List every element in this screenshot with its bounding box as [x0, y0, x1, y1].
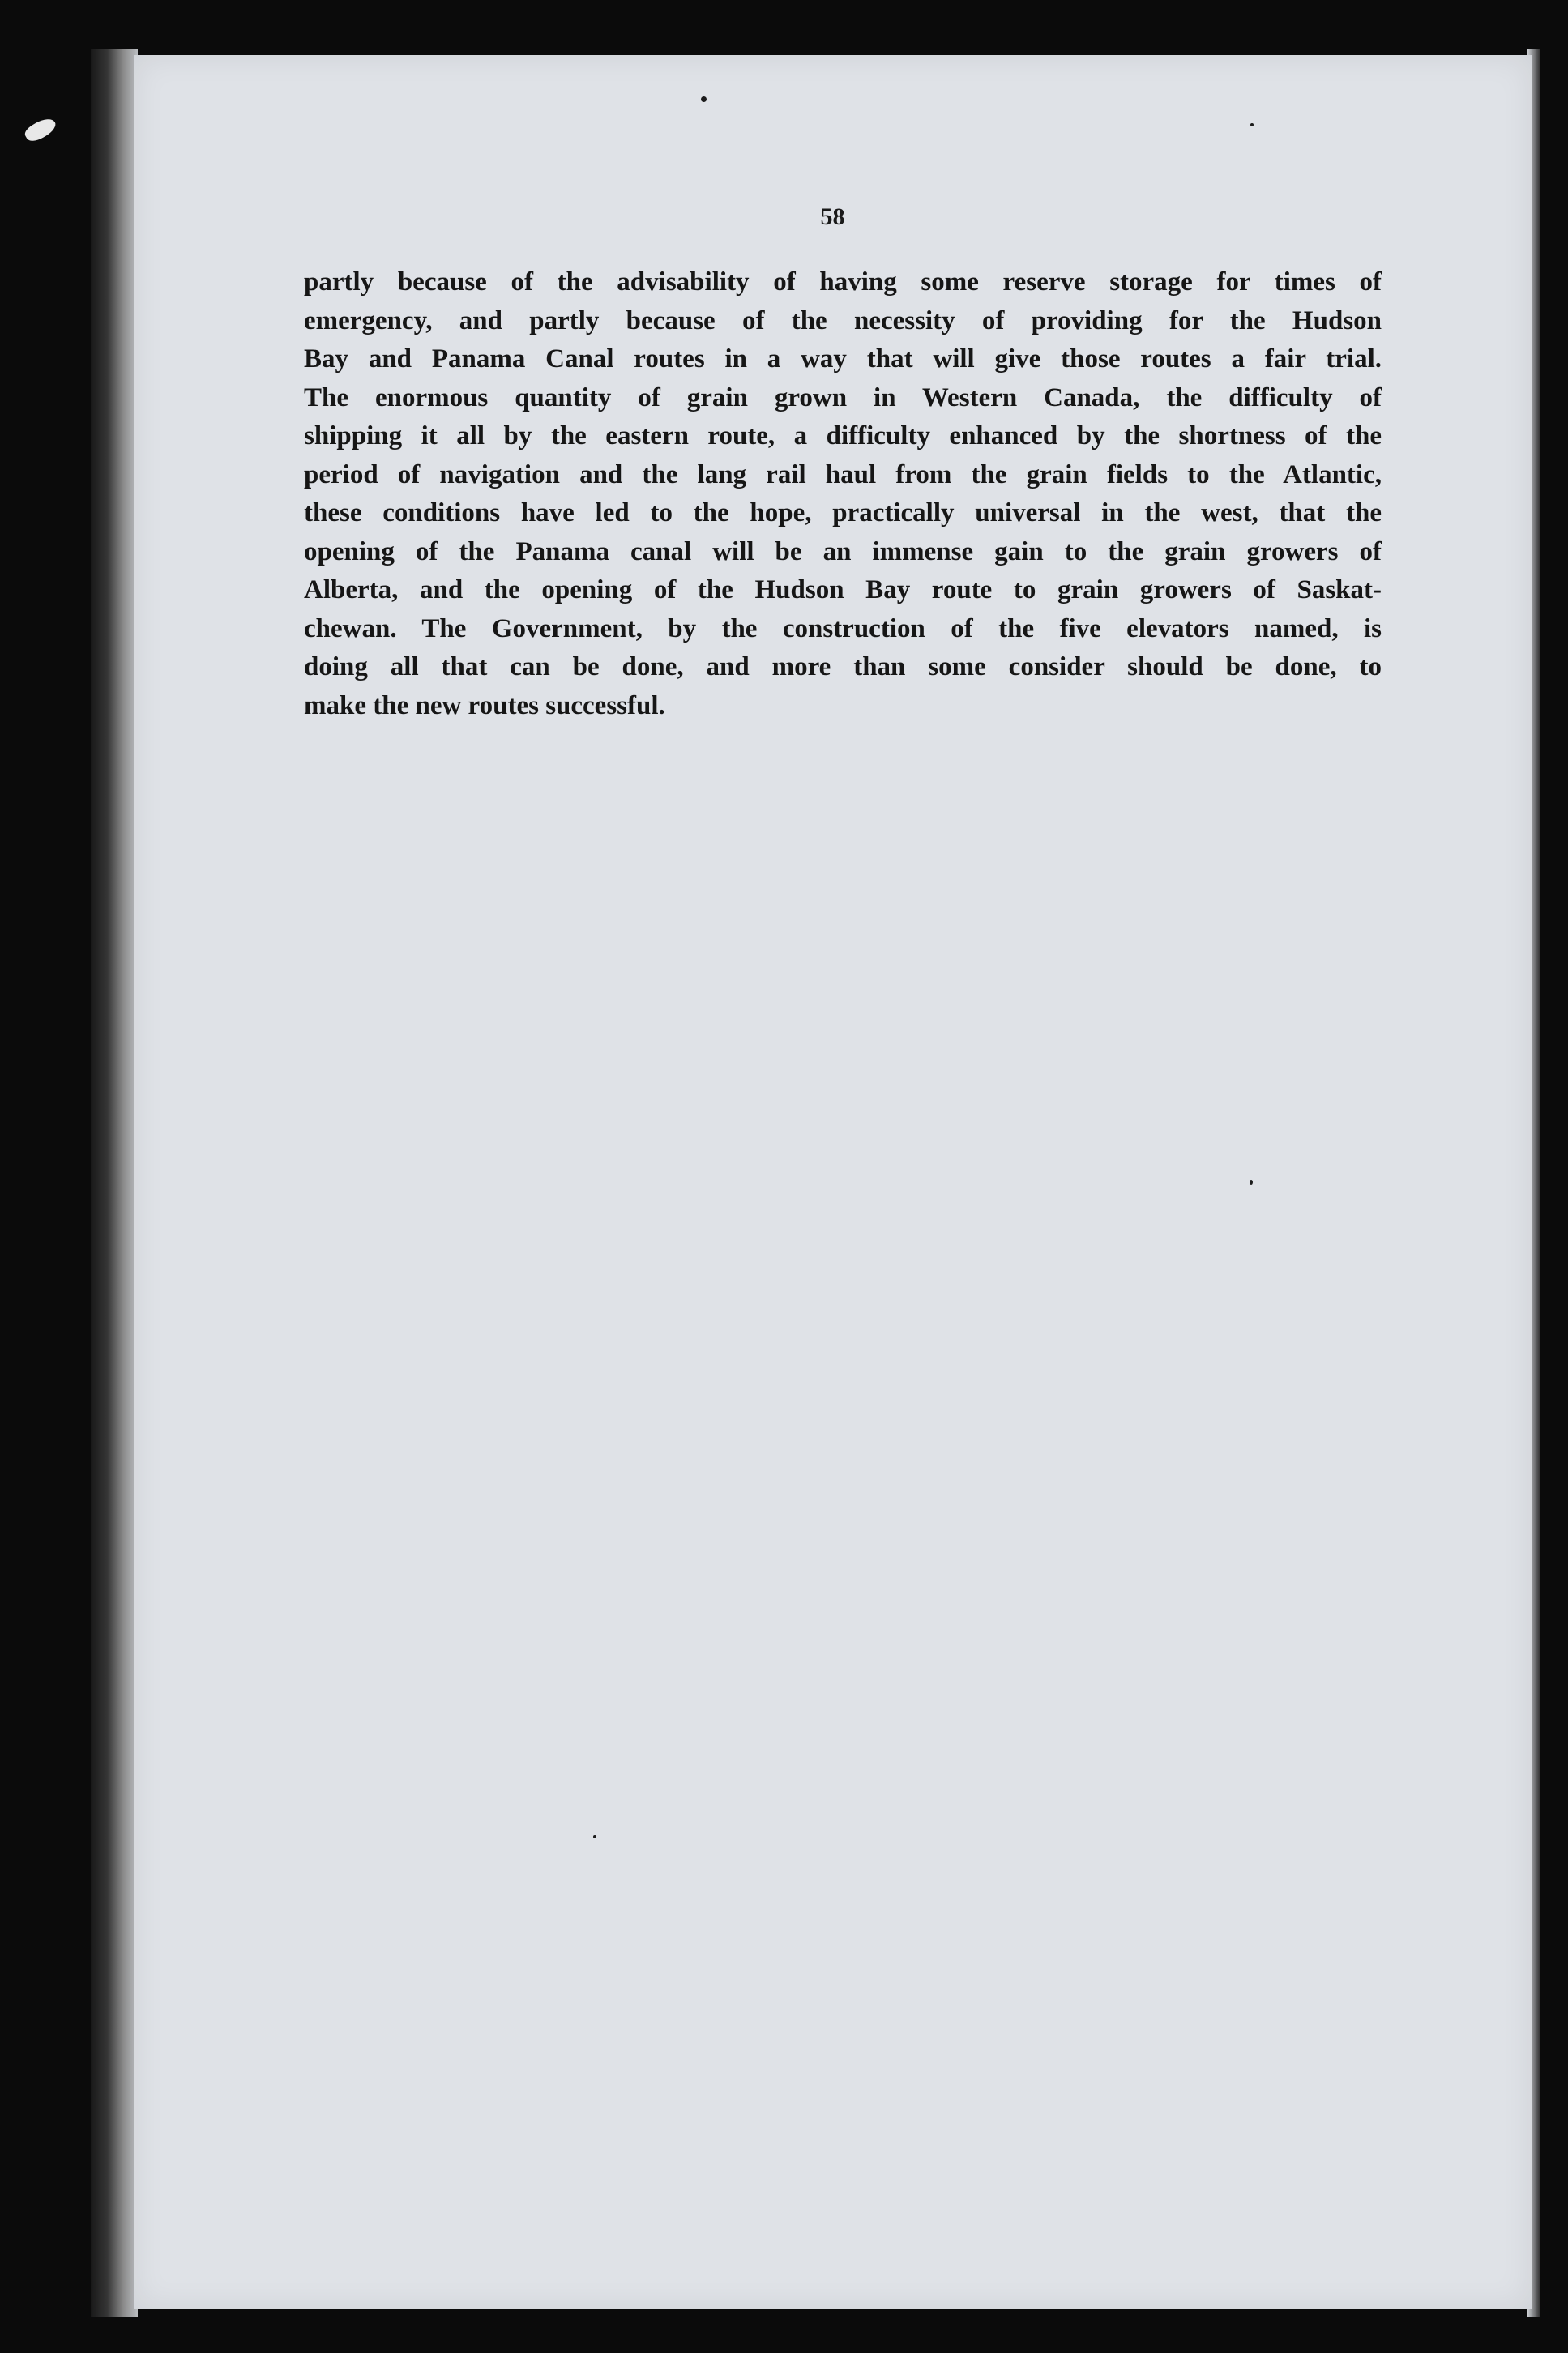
body-paragraph: [304, 263, 1382, 725]
paragraph-line: doing all that can be done, and more than some consider should be done, to: [304, 652, 1382, 681]
book-binding-edge: [91, 49, 138, 2317]
paragraph-line: opening of the Panama canal will be an immense gain to the grain growers of: [304, 536, 1382, 566]
paragraph-line: Alberta, and the opening of the Hudson Bay route to grain growers of Saskat-: [304, 575, 1382, 604]
scan-speck: [1250, 123, 1254, 126]
paragraph-line: shipping it all by the eastern route, a difficulty enhanced by the shortness of the: [304, 421, 1382, 451]
paragraph-line: make the new routes successful.: [304, 690, 665, 720]
scan-speck: [23, 114, 59, 144]
page-number: 58: [820, 203, 845, 230]
paragraph-line: period of navigation and the lang rail haul from the grain fields to the Atlantic,: [304, 459, 1382, 489]
scan-speck: [1250, 1180, 1253, 1185]
paragraph-line: emergency, and partly because of the necessity of providing for the Hudson: [304, 305, 1382, 335]
scan-speck: [593, 1835, 596, 1838]
paragraph-line: Bay and Panama Canal routes in a way that will give those routes a fair trial.: [304, 344, 1382, 374]
paragraph-line: these conditions have led to the hope, practically universal in the west, that the: [304, 498, 1382, 527]
document-page: [134, 55, 1532, 2309]
scan-speck: [701, 96, 707, 102]
paragraph-line: The enormous quantity of grain grown in Western Canada, the difficulty of: [304, 382, 1382, 412]
paragraph-line: partly because of the advisability of having some reserve storage for times of: [304, 267, 1382, 297]
paragraph-line: chewan. The Government, by the construction of the five elevators named, is: [304, 613, 1382, 643]
